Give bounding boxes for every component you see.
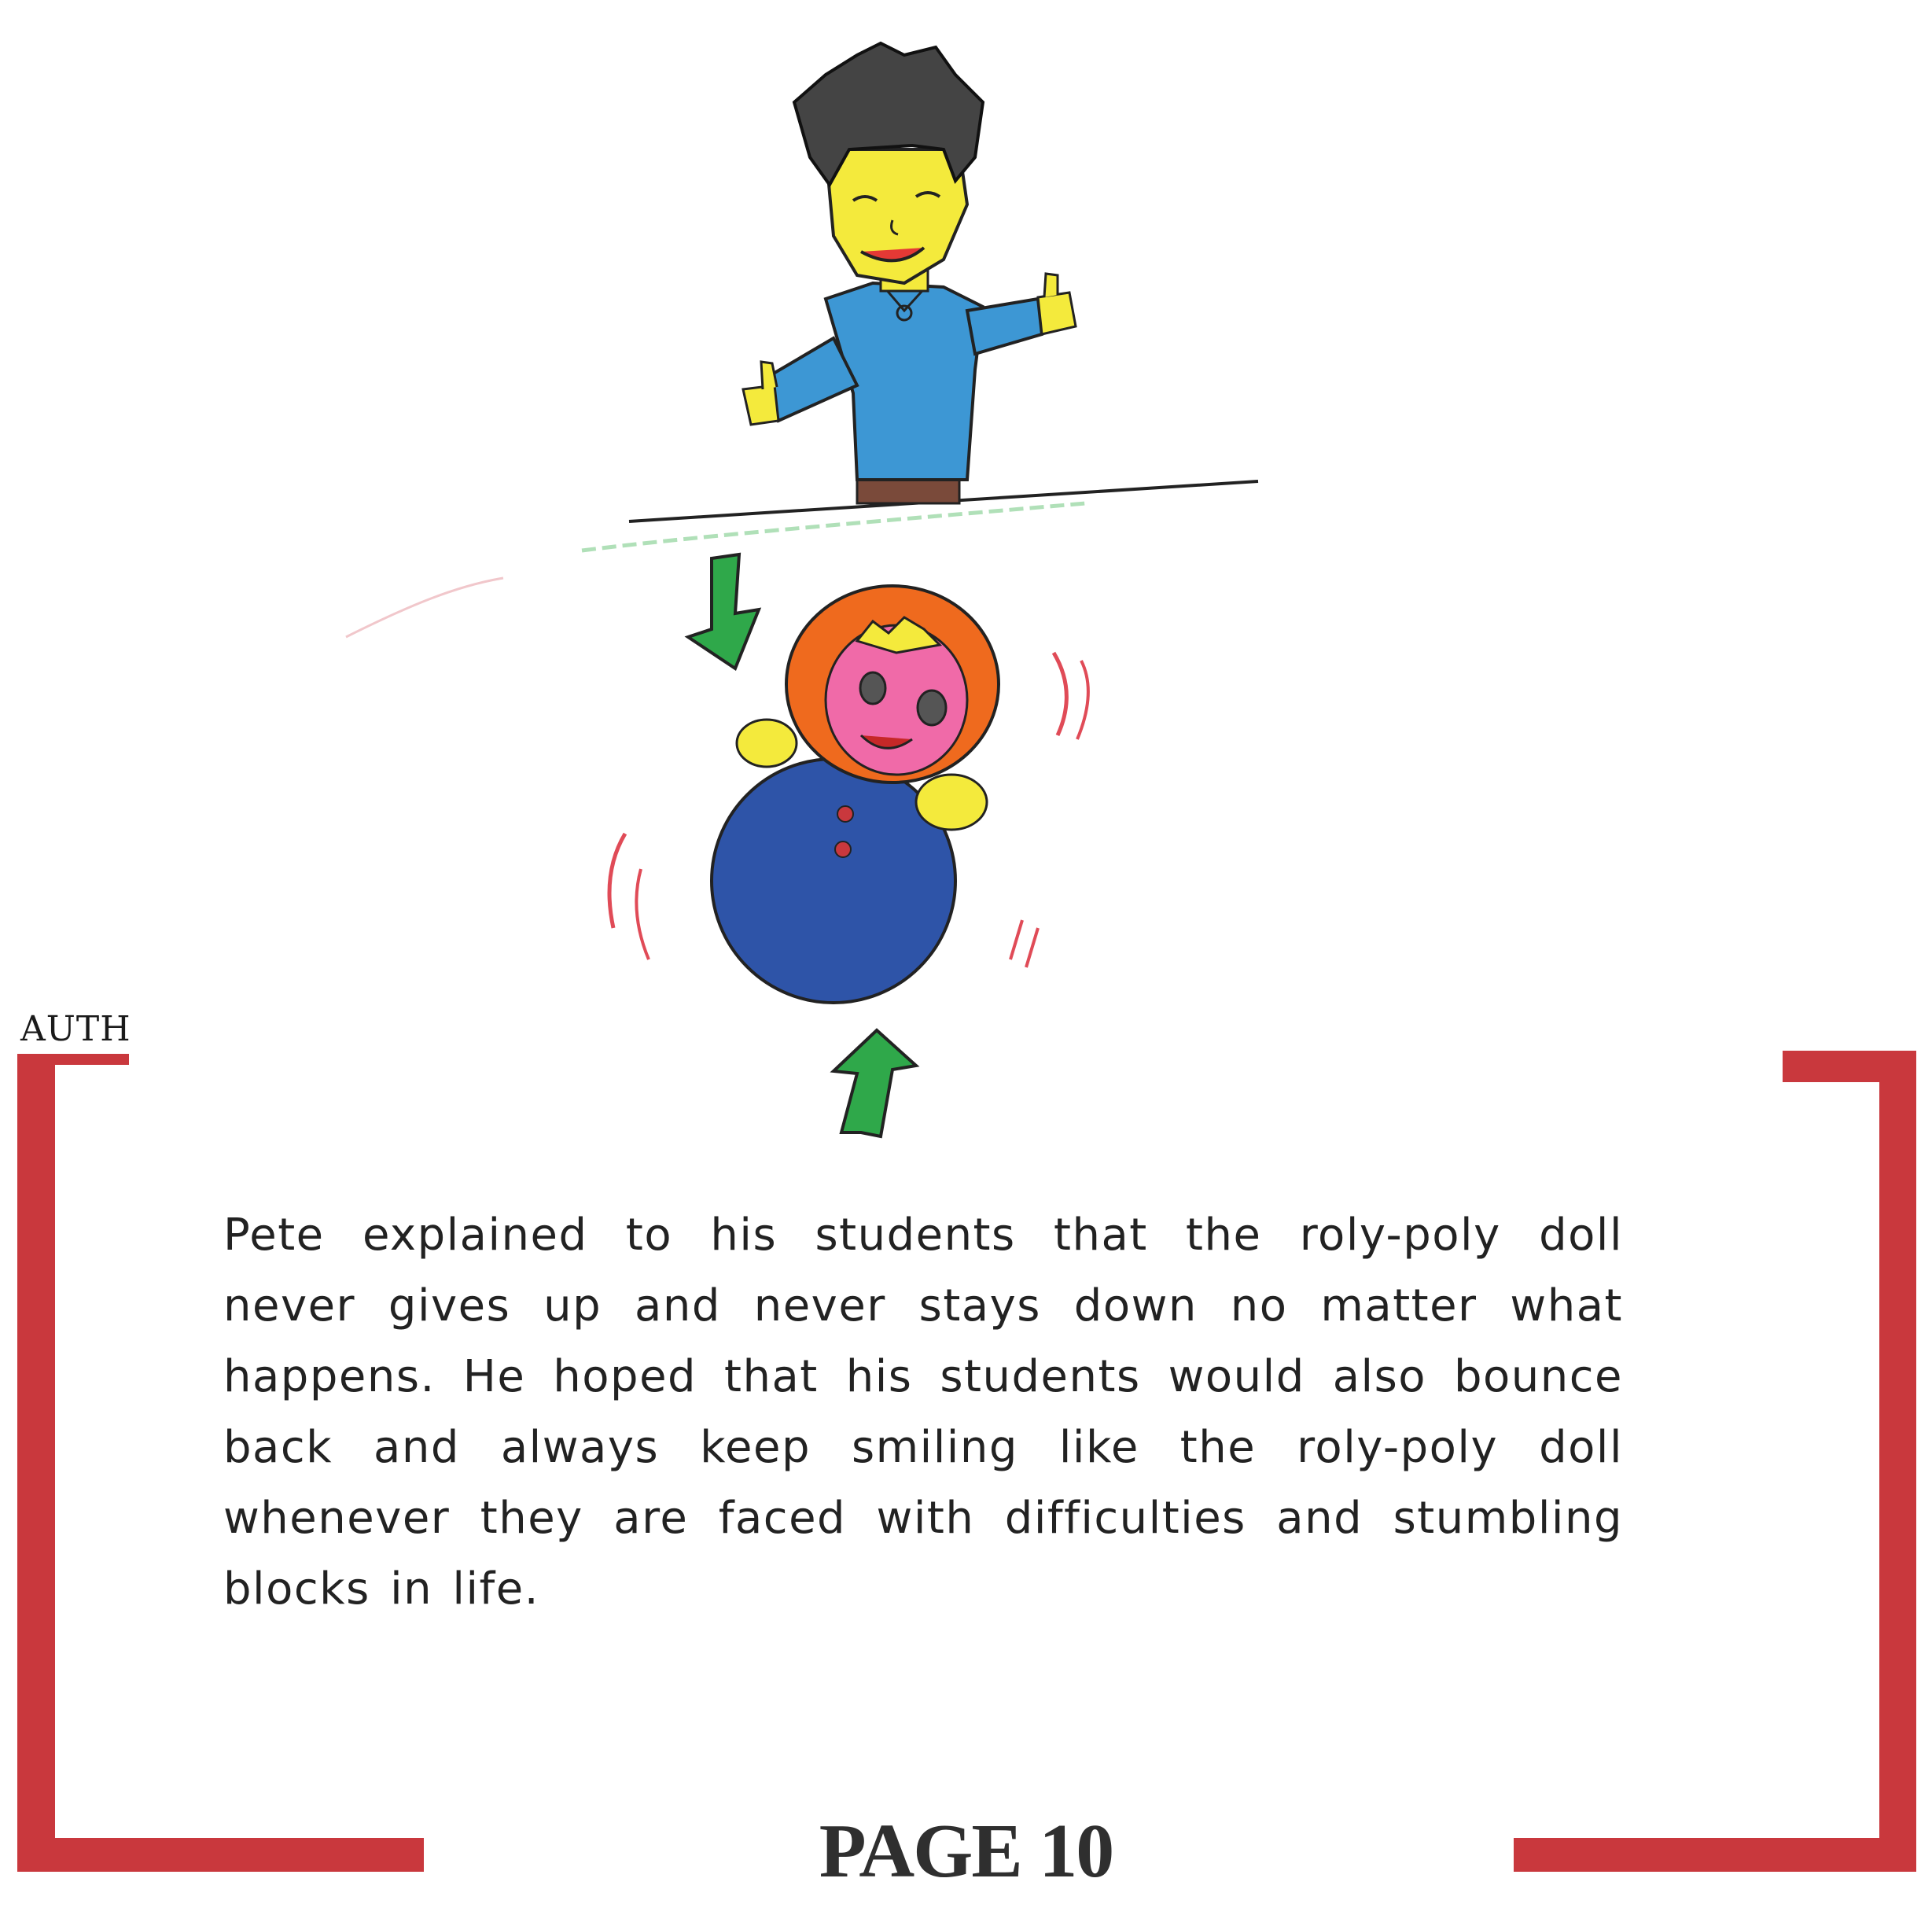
page-number: PAGE 10: [819, 1809, 1113, 1894]
ground: [346, 481, 1258, 637]
teacher-figure: [743, 43, 1076, 503]
up-arrow: [834, 1030, 916, 1136]
left-bracket-vertical: [17, 1054, 55, 1872]
down-arrow: [688, 554, 759, 668]
roly-poly-doll: [712, 586, 999, 1003]
right-bracket-vertical: [1879, 1051, 1916, 1872]
auth-label: AUTH: [20, 1009, 131, 1049]
story-paragraph: Pete explained to his students that the roly-poly doll never gives up and never stays down no matter what happens. He hoped that his students would also bounce back and always keep smiling like the roly-poly doll whenever they are faced with difficulties and stumbling blocks in life.: [223, 1210, 1623, 1615]
